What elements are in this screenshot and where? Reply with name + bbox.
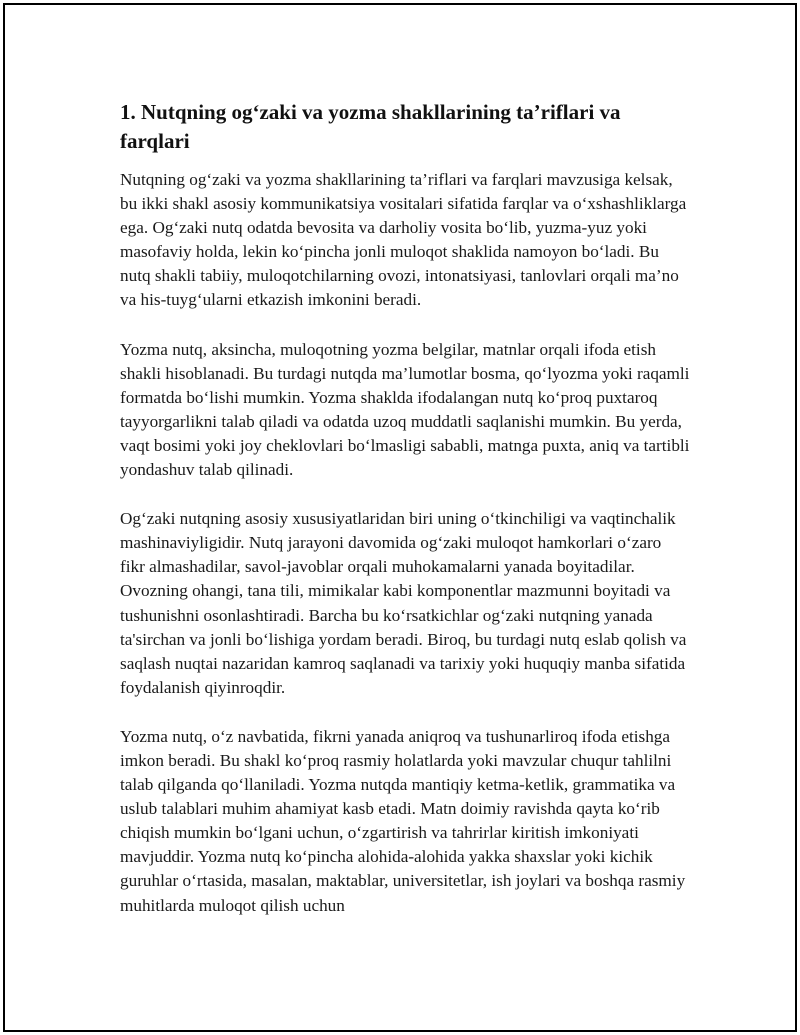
page-frame bbox=[3, 3, 797, 1032]
paragraph: Yozma nutq, o‘z navbatida, fikrni yanada aniqroq va tushunarliroq ifoda etishga imkon beradi. Bu shakl ko‘proq rasmiy holatlarda yoki mavzular chuqur tahlilni talab qilganda qo‘llaniladi. Yozma nutqda mantiqiy ketma-ketlik, grammatika va uslub talablari muhim ahamiyat kasb etadi. Matn doimiy ravishda qayta ko‘rib chiqish mumkin bo‘lgani uchun, o‘zgartirish va tahrirlar kiritish imkoniyati mavjuddir. Yozma nutq ko‘pincha alohida-alohida yakka shaxslar yoki kichik guruhlar o‘rtasida, masalan, maktablar, universitetlar, ish joylari va boshqa rasmiy muhitlarda muloqot qilish uchun bbox=[120, 726, 686, 915]
section-heading: 1. Nutqning og‘zaki va yozma shakllarining ta’riflari va farqlari bbox=[120, 100, 621, 153]
paragraph: Yozma nutq, aksincha, muloqotning yozma belgilar, matnlar orqali ifoda etish shakli hisoblanadi. Bu turdagi nutqda ma’lumotlar bosma, qo‘lyozma yoki raqamli formatda bo‘lishi mumkin. Yozma shaklda ifodalangan nutq ko‘proq puxtaroq tayyorgarlikni talab qiladi va odatda uzoq muddatli saqlanishi mumkin. Bu yerda, vaqt bosimi yoki joy cheklovlari bo‘lmasligi sababli, matnga puxta, aniq va tartibli yondashuv talab qilinadi. bbox=[120, 339, 690, 480]
paragraph: Nutqning og‘zaki va yozma shakllarining ta’riflari va farqlari mavzusiga kelsak, bu ikki shakl asosiy kommunikatsiya vositalari sifatida farqlar va o‘xshashliklarga ega. Og‘zaki nutq odatda bevosita va darholiy vosita bo‘lib, yuzma-yuz yoki masofaviy holda, lekin ko‘pincha jonli muloqot shaklida namoyon bo‘ladi. Bu nutq shakli tabiiy, muloqotchilarning ovozi, intonatsiyasi, tanlovlari orqali ma’no va his-tuyg‘ularni etkazish imkonini beradi. bbox=[120, 170, 687, 310]
document-body bbox=[120, 98, 690, 943]
paragraph: Og‘zaki nutqning asosiy xususiyatlaridan biri uning o‘tkinchiligi va vaqtinchalik mashinaviyligidir. Nutq jarayoni davomida og‘zaki muloqot hamkorlari o‘zaro fikr almashadilar, savol-javoblar orqali muhokamalarni yanada boyitadilar. Ovozning ohangi, tana tili, mimikalar kabi komponentlar mazmunni boyitadi va tushunishni osonlashtiradi. Barcha bu ko‘rsatkichlar og‘zaki nutqning yanada ta'sirchan va jonli bo‘lishiga yordam beradi. Biroq, bu turdagi nutq eslab qolish va saqlash nuqtai nazaridan kamroq saqlanadi va tarixiy yoki huquqiy manba sifatida foydalanish qiyinroqdir. bbox=[120, 509, 687, 697]
